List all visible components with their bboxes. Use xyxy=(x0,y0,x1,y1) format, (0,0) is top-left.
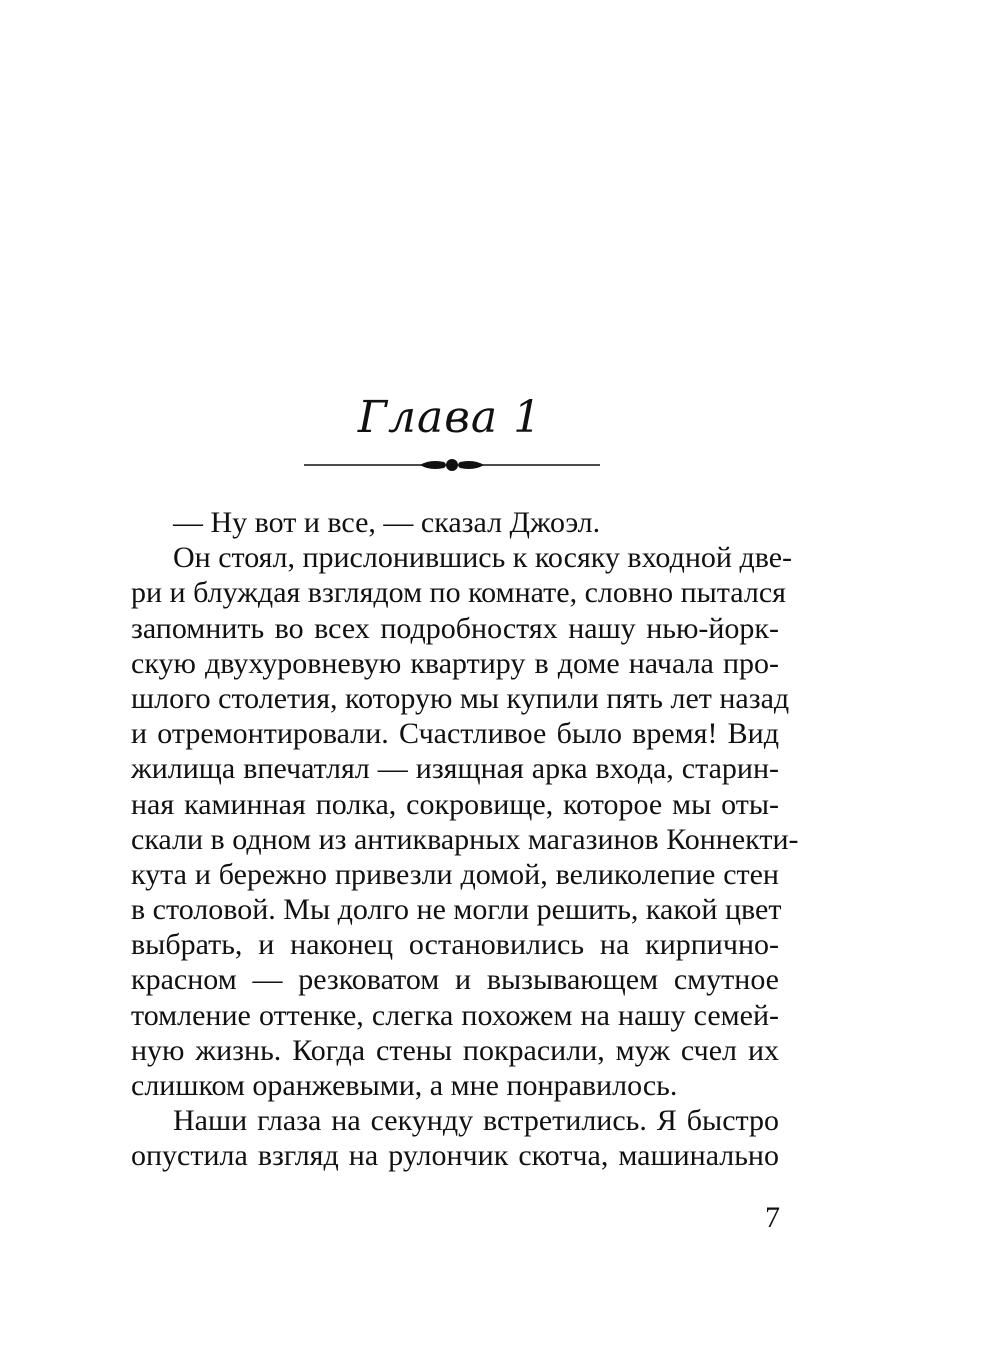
text-line: Он стоял, прислонившись к косяку входной две- xyxy=(173,541,792,575)
text-line: и отремонтировали. Счастливое было время! Вид xyxy=(131,717,779,751)
text-line: томление оттенке, слегка похожем на нашу семей- xyxy=(131,998,779,1032)
text-line: кута и бережно привезли домой, великолепие стен xyxy=(131,857,779,891)
ornament-left-leaf xyxy=(420,461,446,469)
text-line: шлого столетия, которую мы купили пять лет назад xyxy=(131,681,790,715)
text-line: ную жизнь. Когда стены покрасили, муж счел их xyxy=(131,1033,779,1067)
text-line: опустила взгляд на рулончик скотча, машинально xyxy=(131,1139,779,1173)
chapter-title: Глава 1 xyxy=(357,392,543,443)
text-line: — Ну вот и все, — сказал Джоэл. xyxy=(173,506,601,539)
ornament-center-dot xyxy=(446,459,458,471)
text-line: ная каминная полка, сокровище, которое мы оты- xyxy=(131,787,779,821)
paragraph-1 xyxy=(131,505,779,540)
text-line: красном — резковатом и вызывающем смутное xyxy=(131,963,779,997)
ornament-right-leaf xyxy=(458,461,484,469)
paragraph-2 xyxy=(131,540,799,1103)
chapter-body xyxy=(131,505,799,1174)
text-line: ри и блуждая взглядом по комнате, словно пытался xyxy=(131,576,786,610)
text-line: скую двухуровневую квартиру в доме начала про- xyxy=(131,646,779,680)
page-number: 7 xyxy=(765,1201,780,1234)
chapter-ornament-divider xyxy=(302,454,602,476)
text-line: слишком оранжевыми, а мне понравилось. xyxy=(131,1069,678,1102)
text-line: Наши глаза на секунду встретились. Я быстро xyxy=(173,1104,779,1138)
paragraph-3 xyxy=(131,1103,779,1173)
text-line: скали в одном из антикварных магазинов Коннекти- xyxy=(131,822,799,856)
text-line: выбрать, и наконец остановились на кирпично- xyxy=(131,928,779,962)
text-line: жилища впечатлял — изящная арка входа, старин- xyxy=(131,752,779,786)
text-line: в столовой. Мы долго не могли решить, какой цвет xyxy=(131,893,782,927)
text-line: запомнить во всех подробностях нашу нью-йорк- xyxy=(131,611,779,645)
